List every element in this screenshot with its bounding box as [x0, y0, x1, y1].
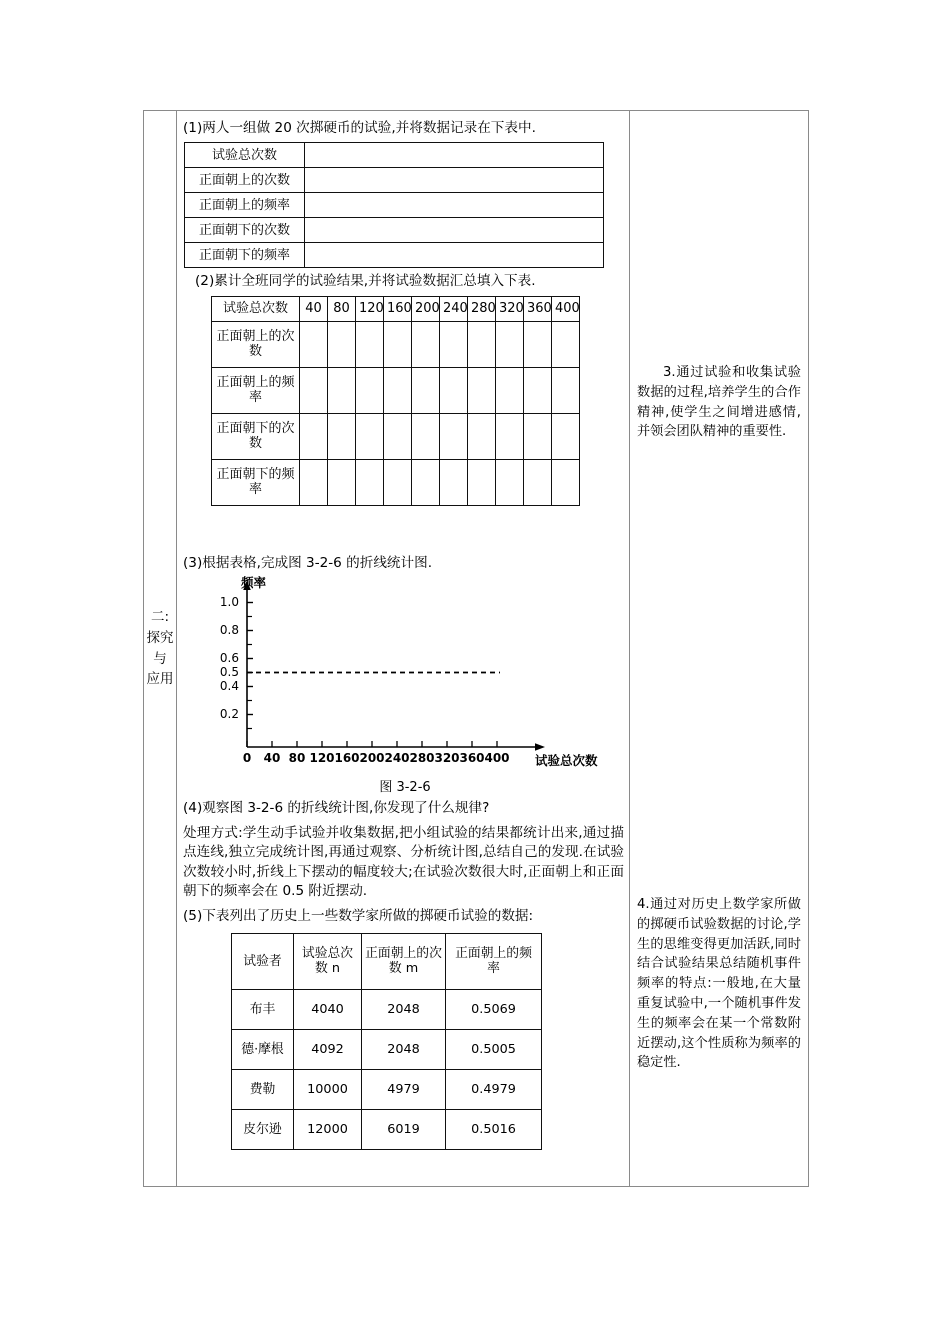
history-cell-3-1: 12000 — [294, 1109, 362, 1149]
table-row — [212, 459, 580, 505]
toss20-label-2: 正面朝上的频率 — [185, 193, 305, 218]
class-cell-0-3[interactable] — [384, 321, 412, 367]
toss20-value-0[interactable] — [305, 143, 604, 168]
step-4-text: (4)观察图 3-2-6 的折线统计图,你发现了什么规律? — [183, 799, 490, 816]
class-cell-2-1[interactable] — [328, 413, 356, 459]
x-tick-label-160: 160 — [334, 750, 360, 765]
class-cell-3-7[interactable] — [496, 459, 524, 505]
class-header-label: 试验总次数 — [212, 296, 300, 321]
step-3-text: (3)根据表格,完成图 3-2-6 的折线统计图. — [183, 554, 433, 571]
lesson-plan-row — [144, 111, 809, 1187]
class-cell-3-6[interactable] — [468, 459, 496, 505]
step-1-text: (1)两人一组做 20 次掷硬币的试验,并将数据记录在下表中. — [183, 120, 536, 136]
step-2-text: (2)累计全班同学的试验结果,并将试验数据汇总填入下表. — [195, 273, 536, 290]
table-row — [232, 1029, 542, 1069]
class-cell-1-3[interactable] — [384, 367, 412, 413]
table-row — [185, 243, 604, 268]
method-text: 处理方式:学生动手试验并收集数据,把小组试验的结果都统计出来,通过描点连线,独立完成统计图,再通过观察、分析统计图,总结自己的发现.在试验次数较小时,折线上下摆动的幅度较大;在试验次数很大时,正面朝上和正面朝下的频率会在 0.5 附近摆动. — [183, 825, 624, 900]
class-cell-3-3[interactable] — [384, 459, 412, 505]
table-row — [232, 1069, 542, 1109]
table-toss20 — [184, 142, 604, 268]
x-tick-label-120: 120 — [309, 750, 335, 765]
class-cell-2-2[interactable] — [356, 413, 384, 459]
class-cell-0-0[interactable] — [300, 321, 328, 367]
class-cell-3-2[interactable] — [356, 459, 384, 505]
class-row-label-0: 正面朝上的次数 — [212, 321, 300, 367]
table-row — [185, 143, 604, 168]
table-row — [185, 168, 604, 193]
main-content-inner — [177, 111, 629, 1156]
x-tick-label-40: 40 — [263, 750, 281, 765]
x-tick-label-320: 320 — [434, 750, 460, 765]
class-cell-0-4[interactable] — [412, 321, 440, 367]
class-cell-1-9[interactable] — [552, 367, 580, 413]
y-tick-label-0.4: 0.4 — [219, 678, 239, 693]
class-cell-1-1[interactable] — [328, 367, 356, 413]
class-cell-3-0[interactable] — [300, 459, 328, 505]
class-cell-0-8[interactable] — [524, 321, 552, 367]
table-row — [232, 933, 542, 989]
history-cell-0-0: 布丰 — [232, 989, 294, 1029]
x-tick-label-360: 360 — [459, 750, 485, 765]
class-header-3: 160 — [384, 296, 412, 321]
class-cell-1-4[interactable] — [412, 367, 440, 413]
y-tick-label-0.8: 0.8 — [219, 622, 239, 637]
table-row — [232, 989, 542, 1029]
class-row-label-2: 正面朝下的次数 — [212, 413, 300, 459]
class-cell-0-1[interactable] — [328, 321, 356, 367]
class-cell-2-5[interactable] — [440, 413, 468, 459]
history-cell-1-0: 德·摩根 — [232, 1029, 294, 1069]
x-tick-label-240: 240 — [384, 750, 410, 765]
history-header-3: 正面朝上的频率 — [446, 933, 542, 989]
class-cell-1-2[interactable] — [356, 367, 384, 413]
toss20-value-1[interactable] — [305, 168, 604, 193]
history-cell-1-2: 2048 — [362, 1029, 446, 1069]
history-header-2: 正面朝上的次数 m — [362, 933, 446, 989]
class-cell-0-5[interactable] — [440, 321, 468, 367]
x-tick-label-280: 280 — [409, 750, 435, 765]
class-cell-2-0[interactable] — [300, 413, 328, 459]
class-cell-1-7[interactable] — [496, 367, 524, 413]
class-cell-2-9[interactable] — [552, 413, 580, 459]
stage-column — [144, 111, 177, 1187]
class-header-0: 40 — [300, 296, 328, 321]
class-cell-2-4[interactable] — [412, 413, 440, 459]
x-axis-arrow — [535, 743, 545, 751]
toss20-value-3[interactable] — [305, 218, 604, 243]
class-cell-3-1[interactable] — [328, 459, 356, 505]
class-header-9: 400 — [552, 296, 580, 321]
chart-svg — [205, 575, 605, 775]
history-cell-2-0: 费勒 — [232, 1069, 294, 1109]
class-cell-3-4[interactable] — [412, 459, 440, 505]
stage-line-2: 探究 — [146, 629, 174, 646]
class-cell-1-8[interactable] — [524, 367, 552, 413]
class-cell-0-7[interactable] — [496, 321, 524, 367]
y-tick-label-0.5: 0.5 — [219, 664, 239, 679]
class-header-4: 200 — [412, 296, 440, 321]
class-cell-1-0[interactable] — [300, 367, 328, 413]
x-tick-label-200: 200 — [359, 750, 385, 765]
toss20-value-4[interactable] — [305, 243, 604, 268]
history-cell-0-3: 0.5069 — [446, 989, 542, 1029]
note-goal-4: 4.通过对历史上数学家所做的掷硬币试验数据的讨论,学生的思维变得更加活跃,同时结合试验结果总结随机事件频率的特点:一般地,在大量重复试验中,一个随机事件发生的频率会在某一个常数附近摆动,这个性质称为频率的稳定性. — [637, 897, 801, 1071]
class-cell-1-6[interactable] — [468, 367, 496, 413]
class-cell-1-5[interactable] — [440, 367, 468, 413]
history-cell-0-1: 4040 — [294, 989, 362, 1029]
history-cell-1-1: 4092 — [294, 1029, 362, 1069]
stage-line-4: 应用 — [146, 671, 174, 688]
toss20-label-0: 试验总次数 — [185, 143, 305, 168]
notes-inner — [630, 111, 808, 1186]
table-row — [212, 296, 580, 321]
history-cell-2-1: 10000 — [294, 1069, 362, 1109]
stage-line-3: 与 — [153, 650, 167, 667]
x-axis-title: 试验总次数 — [535, 752, 598, 768]
class-header-6: 280 — [468, 296, 496, 321]
history-cell-1-3: 0.5005 — [446, 1029, 542, 1069]
toss20-label-4: 正面朝下的频率 — [185, 243, 305, 268]
class-header-2: 120 — [356, 296, 384, 321]
stage-label — [147, 607, 174, 691]
history-cell-3-0: 皮尔逊 — [232, 1109, 294, 1149]
class-cell-3-9[interactable] — [552, 459, 580, 505]
history-cell-3-3: 0.5016 — [446, 1109, 542, 1149]
y-axis-title: 频率 — [241, 574, 267, 590]
toss20-label-3: 正面朝下的次数 — [185, 218, 305, 243]
class-cell-2-7[interactable] — [496, 413, 524, 459]
history-header-1: 试验总次数 n — [294, 933, 362, 989]
class-header-5: 240 — [440, 296, 468, 321]
class-header-8: 360 — [524, 296, 552, 321]
class-row-label-3: 正面朝下的频率 — [212, 459, 300, 505]
table-row — [185, 193, 604, 218]
class-header-1: 80 — [328, 296, 356, 321]
class-cell-3-8[interactable] — [524, 459, 552, 505]
table-row — [185, 218, 604, 243]
history-cell-0-2: 2048 — [362, 989, 446, 1029]
table-row — [212, 413, 580, 459]
figure-caption: 图 3-2-6 — [379, 779, 431, 795]
class-row-label-1: 正面朝上的频率 — [212, 367, 300, 413]
note-goal-3: 3.通过试验和收集试验数据的过程,培养学生的合作精神,使学生之间增进感情,并领会团队精神的重要性. — [637, 365, 801, 440]
y-tick-label-0.2: 0.2 — [219, 706, 239, 721]
x-tick-label-0: 0 — [242, 750, 252, 765]
class-cell-2-6[interactable] — [468, 413, 496, 459]
stage-line-1: 二: — [150, 608, 170, 625]
history-cell-2-3: 0.4979 — [446, 1069, 542, 1109]
class-cell-0-2[interactable] — [356, 321, 384, 367]
y-tick-label-0.6: 0.6 — [219, 650, 239, 665]
history-header-0: 试验者 — [232, 933, 294, 989]
class-cell-2-8[interactable] — [524, 413, 552, 459]
stage-label-wrapper — [144, 111, 176, 1186]
class-cell-0-6[interactable] — [468, 321, 496, 367]
table-row — [212, 321, 580, 367]
notes-column — [630, 111, 809, 1187]
class-header-7: 320 — [496, 296, 524, 321]
history-cell-2-2: 4979 — [362, 1069, 446, 1109]
table-row — [232, 1109, 542, 1149]
table-row — [212, 367, 580, 413]
history-cell-3-2: 6019 — [362, 1109, 446, 1149]
class-cell-3-5[interactable] — [440, 459, 468, 505]
step-5-text: (5)下表列出了历史上一些数学家所做的掷硬币试验的数据: — [183, 908, 534, 925]
class-cell-2-3[interactable] — [384, 413, 412, 459]
main-content-column — [177, 111, 630, 1187]
x-tick-label-80: 80 — [288, 750, 306, 765]
y-tick-label-1.0: 1.0 — [219, 594, 239, 609]
x-tick-label-400: 400 — [484, 750, 510, 765]
class-cell-0-9[interactable] — [552, 321, 580, 367]
lesson-plan-table — [143, 110, 809, 1187]
chart-block — [183, 554, 624, 795]
table-class-tally — [211, 296, 580, 506]
toss20-value-2[interactable] — [305, 193, 604, 218]
toss20-label-1: 正面朝上的次数 — [185, 168, 305, 193]
frequency-line-chart — [205, 575, 605, 775]
table-historical-experiments — [231, 933, 542, 1150]
